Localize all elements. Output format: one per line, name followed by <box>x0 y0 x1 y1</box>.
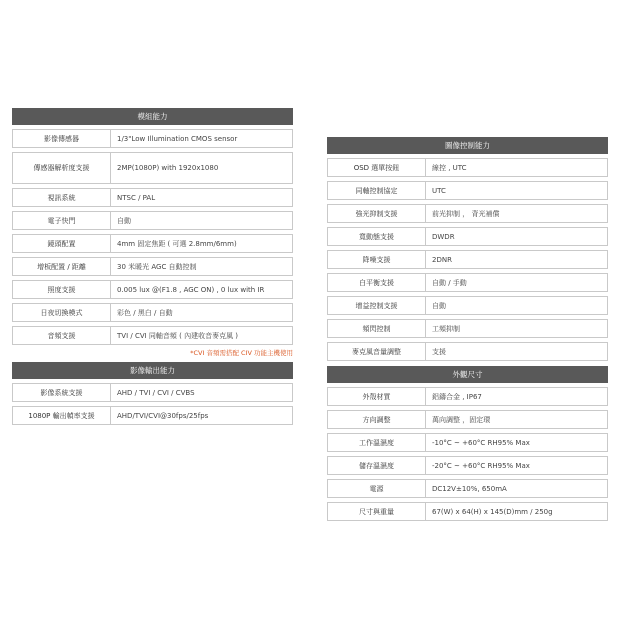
spec-label: 同軸控制協定 <box>328 182 426 199</box>
spec-row <box>327 387 608 406</box>
spec-label: 照度支援 <box>13 281 111 298</box>
spec-label: 增益控制支援 <box>328 297 426 314</box>
appearance-rows <box>327 387 608 521</box>
appearance-section <box>327 366 608 525</box>
spec-value: -10°C ~ +60°C RH95% Max <box>432 438 530 447</box>
spec-value: DC12V±10%, 650mA <box>432 484 507 493</box>
spec-row <box>327 273 608 292</box>
spec-value: DWDR <box>432 232 455 241</box>
module-rows <box>12 129 293 345</box>
spec-row <box>12 129 293 148</box>
appearance-header: 外觀尺寸 <box>327 366 608 383</box>
spec-row <box>12 211 293 230</box>
spec-value: TVI / CVI 同軸音頻 ( 內建收音麥克風 ) <box>117 331 239 340</box>
output-header: 影像輸出能力 <box>12 362 293 379</box>
spec-row <box>12 257 293 276</box>
spec-value: 自動 / 手動 <box>432 278 467 287</box>
spec-label: 寬動態支援 <box>328 228 426 245</box>
spec-row <box>327 181 608 200</box>
spec-label: 鏡頭配置 <box>13 235 111 252</box>
spec-value: NTSC / PAL <box>117 193 156 202</box>
spec-label: 影像傳感器 <box>13 130 111 147</box>
spec-value: 鋁鑄合金 , IP67 <box>432 392 482 401</box>
spec-row <box>327 456 608 475</box>
spec-value: 自動 <box>432 301 446 310</box>
spec-value: 前光抑制 ， 背光補償 <box>432 209 500 218</box>
spec-label: 強光抑制支援 <box>328 205 426 222</box>
spec-row <box>327 410 608 429</box>
spec-label: 工作溫濕度 <box>328 434 426 451</box>
spec-row <box>12 188 293 207</box>
spec-label: 白平衡支援 <box>328 274 426 291</box>
spec-row <box>327 227 608 246</box>
spec-label: 傳感器解析度支援 <box>13 153 111 183</box>
spec-value: AHD/TVI/CVI@30fps/25fps <box>117 411 209 420</box>
spec-value: 2DNR <box>432 255 452 264</box>
spec-row <box>327 433 608 452</box>
spec-value: 2MP(1080P) with 1920x1080 <box>117 164 219 172</box>
spec-value: 67(W) x 64(H) x 145(D)mm / 250g <box>432 507 553 516</box>
spec-label: 頻閃控制 <box>328 320 426 337</box>
spec-value: 30 米暖光 AGC 自動控制 <box>117 262 197 271</box>
spec-value: 線控 , UTC <box>432 163 467 172</box>
spec-label: 外殼材質 <box>328 388 426 405</box>
spec-value: AHD / TVI / CVI / CVBS <box>117 388 195 397</box>
spec-row <box>327 204 608 223</box>
audio-note: *CVI 音頻需搭配 CIV 功能主機使用 <box>190 349 293 357</box>
spec-value: 彩色 / 黑白 / 自動 <box>117 308 173 317</box>
spec-value: 工頻抑制 <box>432 324 460 333</box>
spec-row <box>327 342 608 361</box>
spec-row <box>12 406 293 425</box>
spec-label: 降噪支援 <box>328 251 426 268</box>
spec-label: 電源 <box>328 480 426 497</box>
module-section <box>12 108 293 357</box>
spec-label: 尺寸與重量 <box>328 503 426 520</box>
spec-row <box>12 280 293 299</box>
spec-value: 支援 <box>432 347 446 356</box>
image-control-section <box>327 137 608 365</box>
spec-value: UTC <box>432 186 446 195</box>
spec-label: 麥克風音量調整 <box>328 343 426 360</box>
spec-label: 影像系統支援 <box>13 384 111 401</box>
spec-row <box>327 250 608 269</box>
spec-row <box>327 319 608 338</box>
spec-row <box>12 234 293 253</box>
spec-label: 儲存溫濕度 <box>328 457 426 474</box>
spec-row <box>327 502 608 521</box>
spec-row <box>327 479 608 498</box>
spec-label: 1080P 輸出幀率支援 <box>13 407 111 424</box>
spec-value: -20°C ~ +60°C RH95% Max <box>432 461 530 470</box>
spec-label: 電子快門 <box>13 212 111 229</box>
spec-label: OSD 選單按鈕 <box>328 159 426 176</box>
spec-row <box>12 383 293 402</box>
image-control-header: 圖像控制能力 <box>327 137 608 154</box>
spec-value: 1/3"Low Illumination CMOS sensor <box>117 134 238 143</box>
spec-row <box>327 296 608 315</box>
image-control-rows <box>327 158 608 361</box>
spec-row <box>12 303 293 322</box>
spec-label: 日夜切換模式 <box>13 304 111 321</box>
spec-label: 增板配置 / 距離 <box>13 258 111 275</box>
spec-value: 萬向調整 ，固定環 <box>432 415 491 424</box>
spec-value: 4mm 固定焦距 ( 可選 2.8mm/6mm) <box>117 239 237 248</box>
spec-label: 方向調整 <box>328 411 426 428</box>
output-section <box>12 362 293 429</box>
spec-row <box>327 158 608 177</box>
module-header: 模組能力 <box>12 108 293 125</box>
spec-label: 視訊系統 <box>13 189 111 206</box>
spec-value: 自動 <box>117 216 131 225</box>
output-rows <box>12 383 293 425</box>
spec-value: 0.005 lux @(F1.8 , AGC ON) , 0 lux with IR <box>117 285 265 294</box>
spec-row <box>12 152 293 184</box>
spec-label: 音頻支援 <box>13 327 111 344</box>
spec-row <box>12 326 293 345</box>
